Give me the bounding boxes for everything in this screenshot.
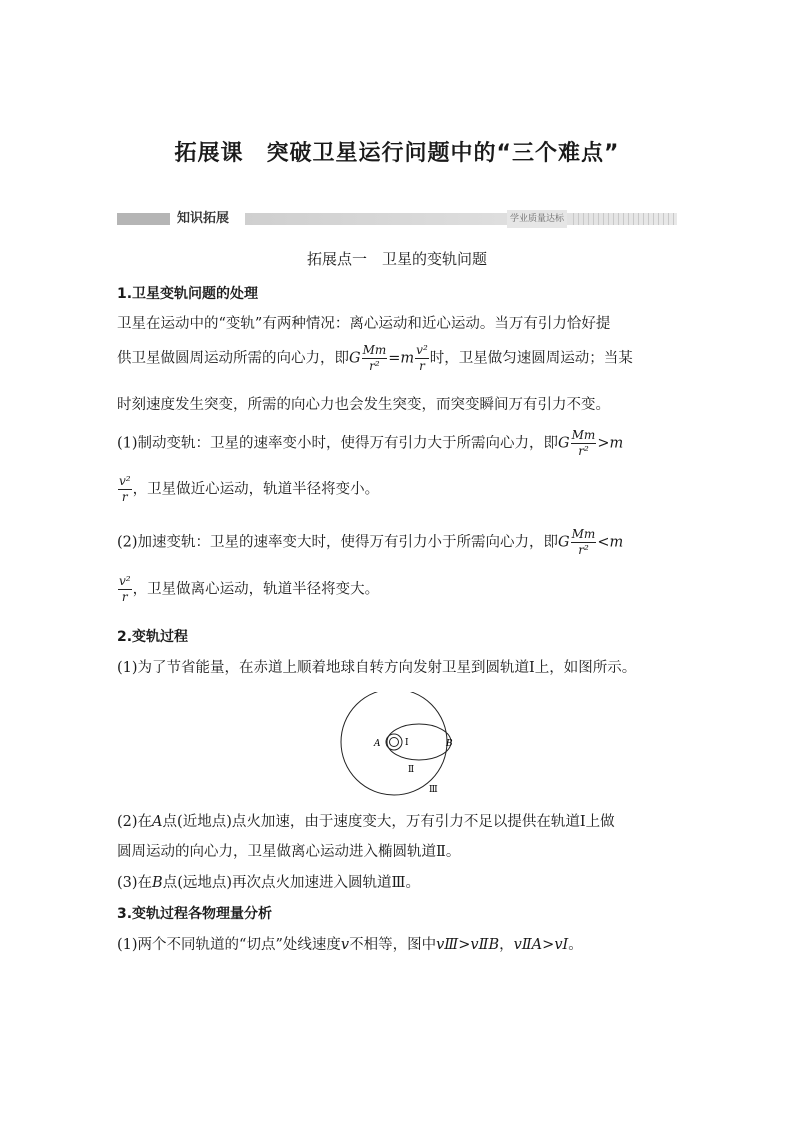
step-2-line-1	[117, 810, 679, 831]
formula-mm-r2	[362, 343, 388, 374]
step-4	[117, 933, 679, 954]
formula-gt: >	[597, 435, 610, 452]
orbit-i-circle	[386, 734, 402, 750]
formula-m: m	[609, 435, 624, 452]
step-2-text-a: (2)在	[117, 814, 153, 830]
heading-3: 3.变轨过程各物理量分析	[117, 906, 273, 922]
item-2-line-2	[117, 574, 679, 605]
paragraph-1-line-2-b: 时，卫星做匀速圆周运动；当某	[429, 350, 633, 367]
frac-num: Mm	[571, 527, 596, 541]
step-4-v-ii-b: vⅡB	[470, 937, 500, 953]
formula-v2-r	[118, 474, 132, 505]
step-1: (1)为了节省能量，在赤道上顺着地球自转方向发射卫星到圆轨道Ⅰ上，如图所示。	[117, 660, 637, 676]
formula-mm-r2	[571, 428, 597, 459]
formula-v2-r	[415, 343, 429, 374]
step-4-gt-2: >	[542, 937, 555, 953]
item-1-line-2	[117, 474, 679, 505]
paragraph-1-line-2	[117, 343, 679, 374]
item-2-text-b: ，卫星做离心运动，轨道半径将变大。	[132, 581, 380, 598]
step-3	[117, 871, 679, 892]
frac-num: v²	[119, 574, 131, 588]
banner-subtitle: 学业质量达标	[507, 210, 567, 228]
step-4-gt: >	[458, 937, 471, 953]
frac-num: Mm	[362, 343, 387, 357]
orbit-ii-ellipse	[387, 724, 451, 760]
banner-bar-left	[117, 213, 170, 225]
frac-den: r²	[578, 543, 589, 557]
orbit-i-label: Ⅰ	[405, 738, 409, 748]
step-4-v-ii-a: vⅡA	[513, 937, 543, 953]
frac-den: r	[419, 359, 425, 373]
orbit-iii-circle	[341, 692, 447, 795]
formula-g: G	[558, 534, 570, 551]
step-4-v-i: vⅠ	[554, 937, 569, 953]
item-2-line-1	[117, 527, 679, 558]
banner-ticks	[573, 213, 677, 225]
step-3-text-a: (3)在	[117, 875, 153, 891]
step-4-text-a: (1)两个不同轨道的“切点”处线速度	[117, 937, 341, 953]
step-4-text-b: 不相等，图中	[349, 937, 437, 953]
orbit-diagram	[338, 692, 458, 802]
frac-den: r²	[369, 359, 380, 373]
paragraph-1-line-1: 卫星在运动中的“变轨”有两种情况：离心运动和近心运动。当万有引力恰好提	[117, 316, 611, 332]
step-3-text-b: 点(远地点)再次点火加速进入圆轨道Ⅲ。	[162, 875, 420, 891]
frac-den: r²	[578, 444, 589, 458]
paragraph-1-line-2-a: 供卫星做圆周运动所需的向心力，即	[117, 350, 349, 367]
formula-mm-r2	[571, 527, 597, 558]
banner-label: 知识拓展	[177, 211, 230, 226]
section-title: 拓展点一 卫星的变轨问题	[306, 250, 487, 268]
step-2-text-b: 点(近地点)点火加速，由于速度变大，万有引力不足以提供在轨道Ⅰ上做	[162, 814, 615, 830]
formula-lt: <	[597, 534, 610, 551]
frac-num: v²	[119, 474, 131, 488]
item-1-text-b: ，卫星做近心运动，轨道半径将变小。	[132, 481, 380, 498]
frac-den: r	[121, 490, 128, 504]
orbit-iii-label: Ⅲ	[429, 785, 438, 795]
heading-2: 2.变轨过程	[117, 629, 189, 645]
step-2-line-2: 圆周运动的向心力，卫星做离心运动进入椭圆轨道Ⅱ。	[117, 844, 461, 860]
step-2-point-a: A	[152, 814, 163, 830]
frac-den: r	[121, 590, 128, 604]
heading-1: 1.卫星变轨问题的处理	[117, 286, 259, 302]
formula-m: m	[400, 350, 415, 367]
paragraph-1-line-3: 时刻速度发生突变，所需的向心力也会发生突变，而突变瞬间万有引力不变。	[117, 397, 610, 413]
earth-circle	[390, 738, 399, 747]
item-1-text-a: (1)制动变轨：卫星的速率变小时，使得万有引力大于所需向心力，即	[117, 435, 559, 452]
step-4-v: v	[340, 937, 350, 953]
step-4-sep: ，	[499, 937, 514, 953]
step-4-end: 。	[568, 937, 583, 953]
page-title: 拓展课 突破卫星运行问题中的“三个难点”	[174, 141, 620, 166]
frac-num: Mm	[571, 428, 596, 442]
point-b-label: B	[446, 739, 453, 749]
section-banner	[117, 210, 677, 228]
item-2-text-a: (2)加速变轨：卫星的速率变大时，使得万有引力小于所需向心力，即	[117, 534, 559, 551]
formula-g: G	[349, 350, 361, 367]
point-a-label: A	[374, 739, 381, 749]
orbit-ii-label: Ⅱ	[408, 765, 415, 775]
step-4-v-iii: vⅢ	[436, 937, 459, 953]
item-1-line-1	[117, 428, 679, 459]
formula-eq: =	[388, 350, 401, 367]
formula-g: G	[558, 435, 570, 452]
formula-m: m	[609, 534, 624, 551]
formula-v2-r	[118, 574, 132, 605]
step-3-point-b: B	[152, 875, 163, 891]
frac-num: v²	[416, 343, 428, 357]
